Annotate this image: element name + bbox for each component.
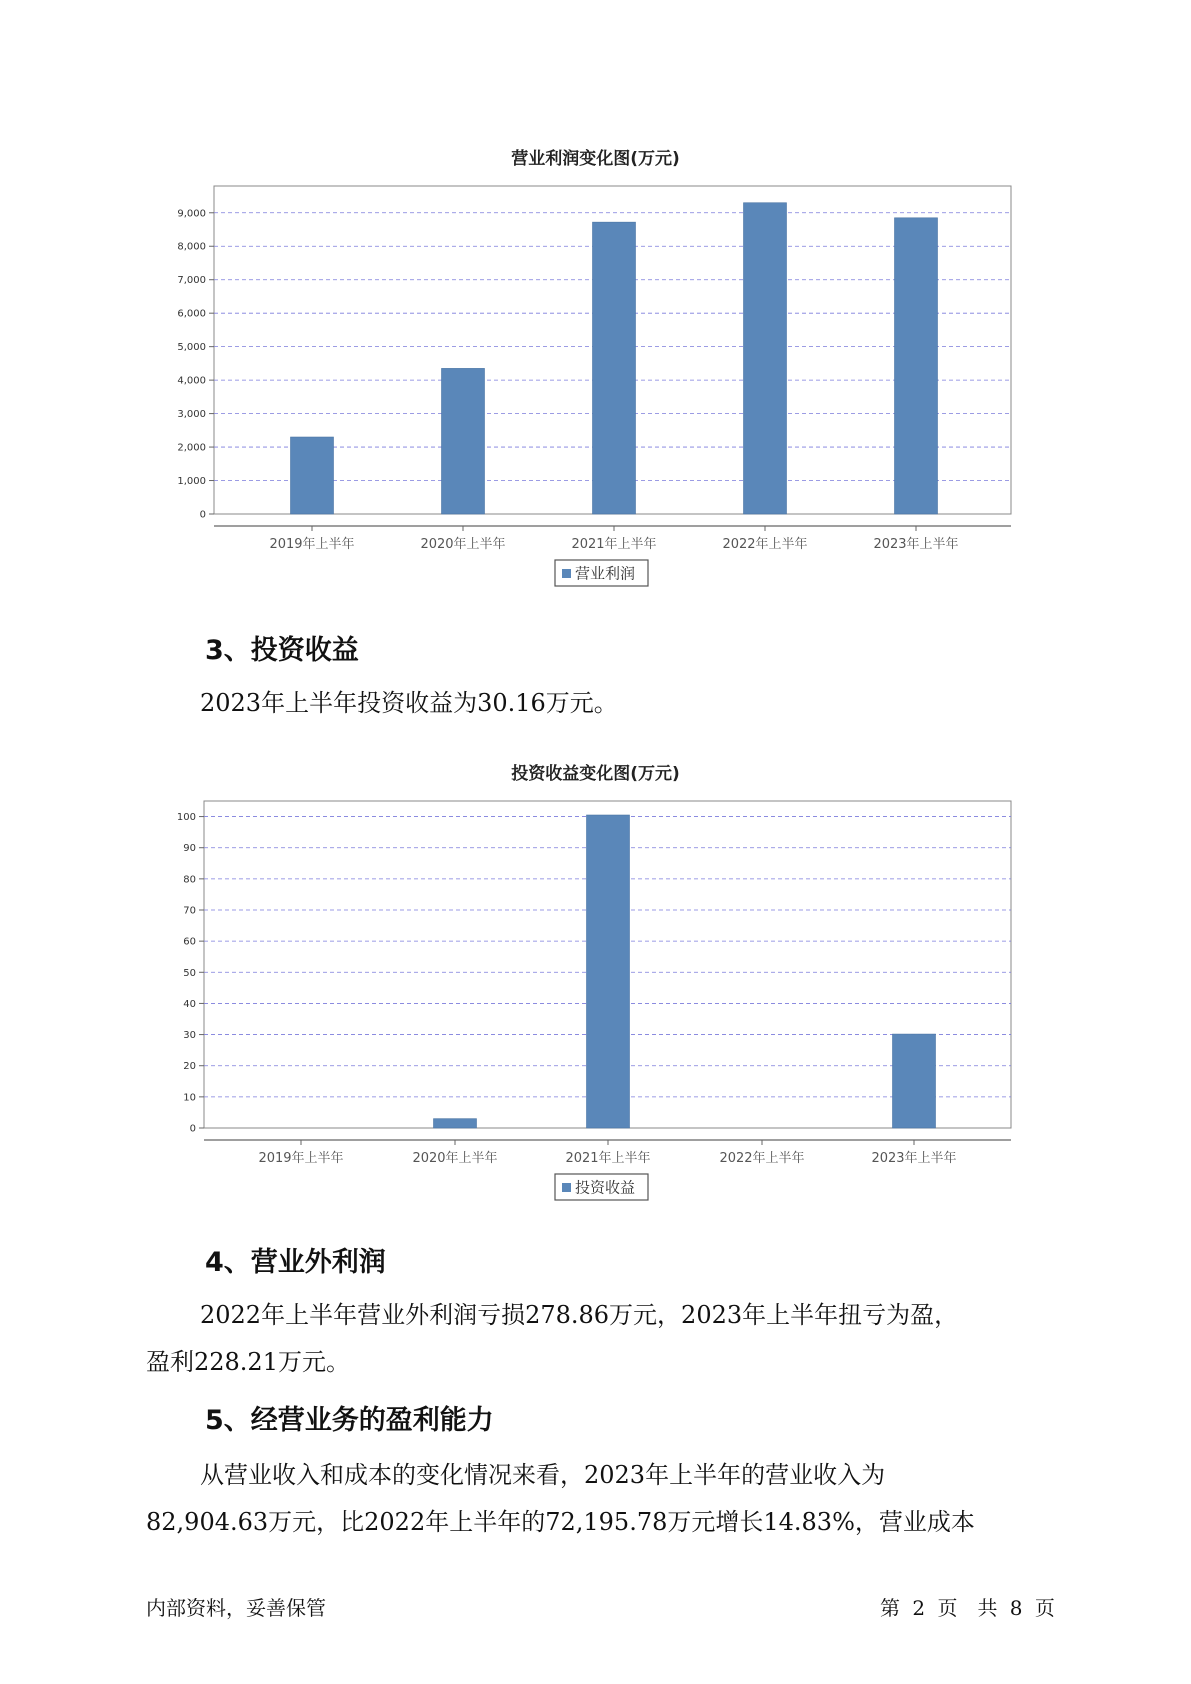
section4-heading: 4、营业外利润 (205, 1247, 386, 1278)
y-tick-label: 7,000 (177, 275, 206, 287)
y-tick-label: 10 (183, 1092, 196, 1104)
section3-paragraph (200, 680, 1100, 727)
bar (893, 1034, 936, 1128)
y-tick-label: 50 (183, 967, 196, 979)
bar (895, 218, 938, 514)
section5-paragraph (146, 1452, 1046, 1546)
bar (587, 815, 630, 1128)
legend-label: 投资收益 (575, 1178, 636, 1197)
x-tick-label: 2019年上半年 (269, 537, 355, 552)
bar (744, 203, 787, 514)
y-tick-label: 3,000 (177, 409, 206, 421)
y-tick-label: 40 (183, 998, 196, 1010)
x-tick-label: 2023年上半年 (873, 537, 959, 552)
section3-text: 2023年上半年投资收益为30.16万元。 (200, 689, 618, 717)
footer-confidential-note: 内部资料，妥善保管 (146, 1596, 326, 1620)
y-tick-label: 90 (183, 843, 196, 855)
x-tick-label: 2019年上半年 (258, 1151, 344, 1166)
legend-swatch (562, 1183, 571, 1192)
y-tick-label: 20 (183, 1061, 196, 1073)
y-tick-label: 0 (199, 509, 206, 521)
bar (291, 437, 334, 514)
section4-line-1: 2022年上半年营业外利润亏损278.86万元，2023年上半年扭亏为盈， (200, 1301, 959, 1329)
x-tick-label: 2020年上半年 (412, 1151, 498, 1166)
y-tick-label: 9,000 (177, 208, 206, 220)
y-tick-label: 4,000 (177, 375, 206, 387)
y-tick-label: 100 (176, 812, 196, 824)
y-tick-label: 8,000 (177, 241, 206, 253)
section5-line-1: 从营业收入和成本的变化情况来看，2023年上半年的营业收入为 (200, 1461, 886, 1489)
y-tick-label: 70 (183, 905, 196, 917)
x-tick-label: 2023年上半年 (871, 1151, 957, 1166)
section5-heading: 5、经营业务的盈利能力 (205, 1405, 494, 1436)
legend-label: 营业利润 (575, 564, 636, 583)
chart2-title: 投资收益变化图(万元) (511, 764, 680, 784)
y-tick-label: 0 (189, 1123, 196, 1135)
x-tick-label: 2022年上半年 (722, 537, 808, 552)
bar (434, 1119, 477, 1128)
x-tick-label: 2020年上半年 (420, 537, 506, 552)
footer-page-number: 第 2 页 共 8 页 (880, 1596, 1055, 1620)
bar (593, 222, 636, 514)
y-tick-label: 1,000 (177, 476, 206, 488)
y-tick-label: 2,000 (177, 442, 206, 454)
x-tick-label: 2022年上半年 (719, 1151, 805, 1166)
section5-line-2: 82,904.63万元，比2022年上半年的72,195.78万元增长14.83%，营业成本 (146, 1508, 975, 1536)
section4-line-2: 盈利228.21万元。 (146, 1348, 350, 1376)
x-tick-label: 2021年上半年 (571, 537, 657, 552)
chart1-title: 营业利润变化图(万元) (511, 149, 680, 169)
bar (442, 368, 485, 514)
y-tick-label: 80 (183, 874, 196, 886)
y-tick-label: 6,000 (177, 308, 206, 320)
y-tick-label: 60 (183, 936, 196, 948)
x-tick-label: 2021年上半年 (565, 1151, 651, 1166)
section4-paragraph (146, 1292, 1046, 1386)
legend-swatch (562, 569, 571, 578)
investment-income-chart (0, 795, 1191, 1205)
y-tick-label: 5,000 (177, 342, 206, 354)
section3-heading: 3、投资收益 (205, 635, 359, 666)
y-tick-label: 30 (183, 1030, 196, 1042)
operating-profit-chart (0, 180, 1191, 590)
